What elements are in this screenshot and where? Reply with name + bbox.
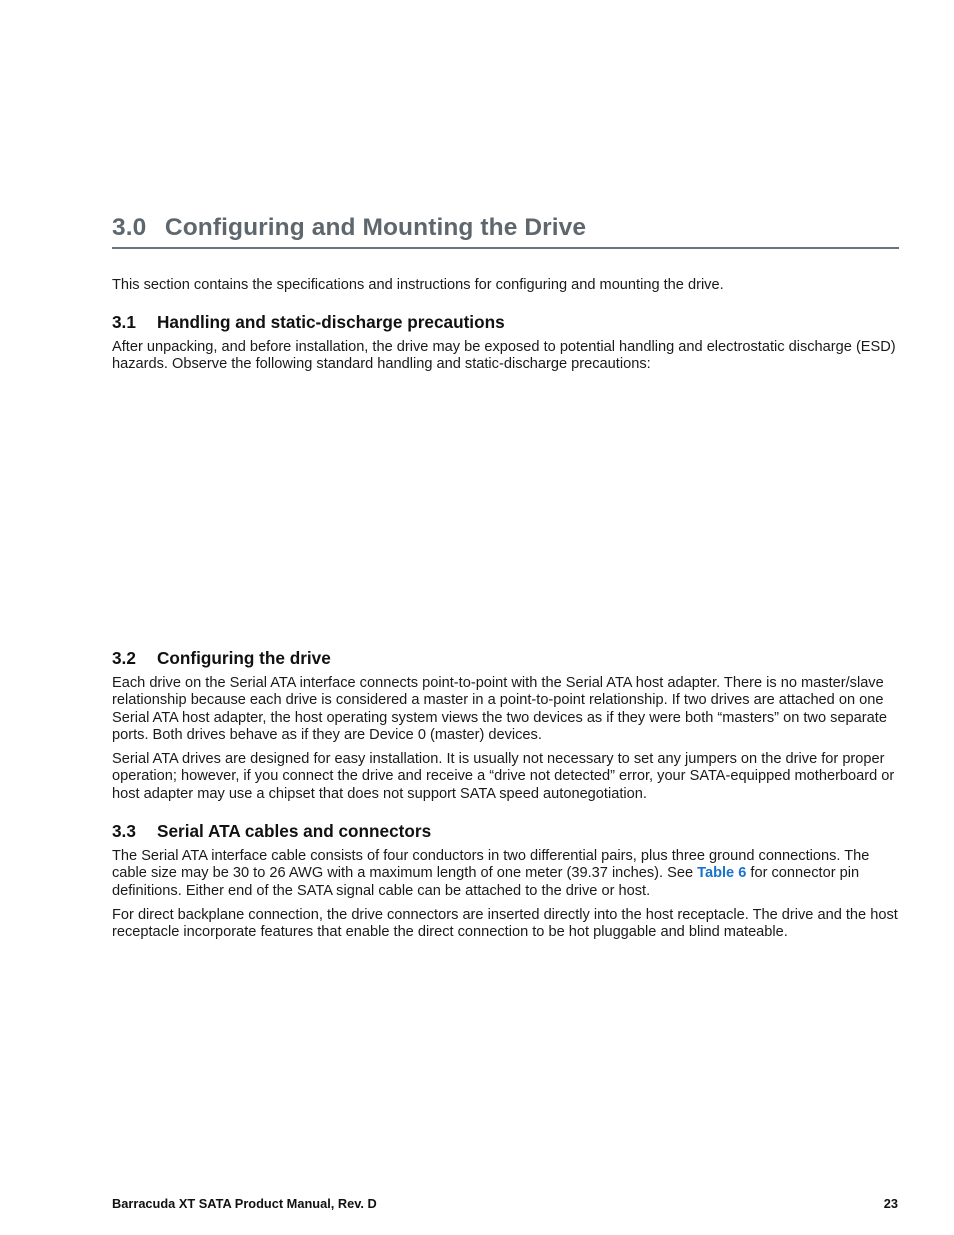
section-title: Configuring the drive xyxy=(157,648,331,668)
section-heading-3-3 xyxy=(112,821,902,842)
section-3-3-paragraph-1 xyxy=(112,848,902,900)
section-3-2-paragraph-1: Each drive on the Serial ATA interface connects point-to-point with the Serial ATA host adapter. There is no master/slave relationship because each drive is considered a master in a point-to-point relationship. If two drives are attached on one Serial ATA host adapter, the host operating system views the two devices as if they were both “masters” on two separate ports. Both drives behave as if they are Device 0 (master) devices. xyxy=(112,675,887,744)
paragraph-text: for connector pin definitions. Either end of the SATA signal cable can be attached to the drive or host. xyxy=(112,865,860,899)
chapter-title xyxy=(112,214,899,249)
footer-manual-title: Barracuda XT SATA Product Manual, Rev. D xyxy=(112,1196,377,1211)
section-3-1-paragraph: After unpacking, and before installation, the drive may be exposed to potential handling and electrostatic discharge (ESD) hazards. Observe the following standard handling and static-discharge precautions: xyxy=(112,339,896,373)
section-heading-3-1 xyxy=(112,312,902,333)
chapter-intro: This section contains the specifications and instructions for configuring and mounting the drive. xyxy=(112,277,724,293)
paragraph-text: The Serial ATA interface cable consists of four conductors in two differential pairs, plus three ground connections. The cable size may be 30 to 26 AWG with a maximum length of one meter (39.37 inches). See xyxy=(112,848,870,882)
section-number: 3.1 xyxy=(112,312,136,332)
footer-page-number: 23 xyxy=(883,1196,898,1211)
table-6-link[interactable]: Table 6 xyxy=(697,865,747,882)
section-3-2-paragraph-2: Serial ATA drives are designed for easy installation. It is usually not necessary to set any jumpers on the drive for proper operation; however, if you connect the drive and receive a “drive not detected” error, your SATA-equipped motherboard or host adapter may use a chipset that does not support SATA speed autonegotiation. xyxy=(112,751,895,802)
section-title: Serial ATA cables and connectors xyxy=(157,821,432,841)
section-number: 3.2 xyxy=(112,648,136,668)
section-3-3-paragraph-2: For direct backplane connection, the drive connectors are inserted directly into the host receptacle. The drive and the host receptacle incorporate features that enable the direct connection to be hot pluggable and blind mateable. xyxy=(112,907,898,941)
section-number: 3.3 xyxy=(112,821,136,841)
section-heading-3-2 xyxy=(112,648,902,669)
chapter-number: 3.0 xyxy=(112,214,147,241)
chapter-title-text: Configuring and Mounting the Drive xyxy=(164,214,587,241)
section-title: Handling and static-discharge precautions xyxy=(157,312,505,332)
